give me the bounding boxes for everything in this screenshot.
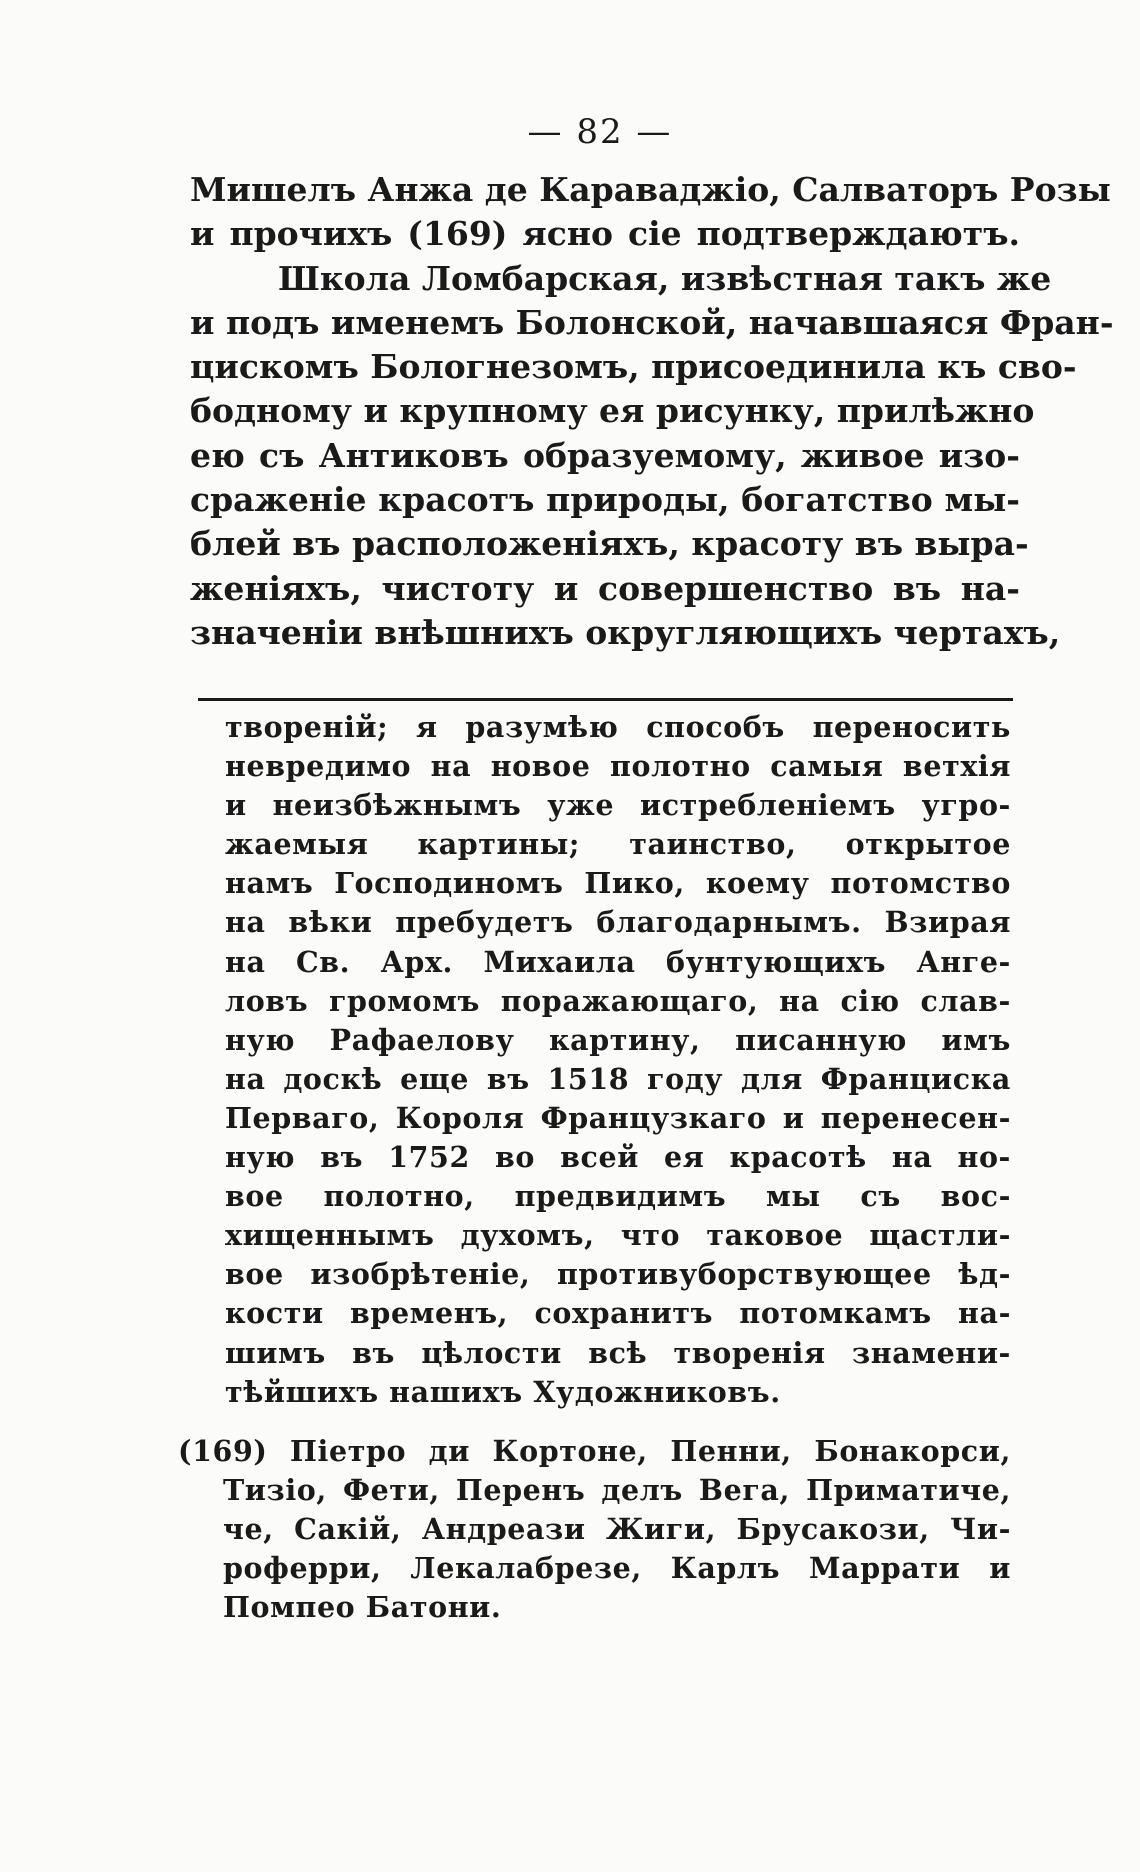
text-line: Школа Ломбарская, извѣстная такъ же (278, 258, 1052, 298)
footnote-line: (169) Піетро ди Кортоне, Пенни, Бонакорси, (178, 1434, 1011, 1468)
footnote-line: на вѣки пребудетъ благодарнымъ. Взирая (225, 905, 1011, 940)
footnote-continuation (225, 708, 1011, 1412)
footnote-line: ловъ громомъ поражающаго, на сію слав- (225, 983, 1011, 1018)
text-line: цискомъ Бологнезомъ, присоединила къ сво- (190, 347, 1077, 387)
text-line: женіяхъ, чистоту и совершенство въ на- (190, 568, 1020, 608)
footnote-line: невредимо на новое полотно самыя ветхія (225, 749, 1011, 784)
footnote-rule (198, 698, 1013, 701)
text-line: значеніи внѣшнихъ округляющихъ чертахъ, (190, 612, 1061, 652)
page-number: — 82 — (527, 112, 673, 152)
footnote-line: ную въ 1752 во всей ея красотѣ на но- (225, 1140, 1011, 1175)
footnote-line: жаемыя картины; таинство, открытое (225, 827, 1011, 862)
footnote-line: на Св. Арх. Михаила бунтующихъ Анге- (225, 944, 1011, 979)
footnote-line: твореній; я разумѣю способъ переносить (225, 710, 1011, 744)
footnote-line: Помпео Батони. (223, 1590, 502, 1624)
footnote-line: тѣйшихъ нашихъ Художниковъ. (225, 1374, 781, 1409)
footnote-line: вое полотно, предвидимъ мы съ вос- (225, 1179, 1011, 1214)
footnote-line: кости временъ, сохранитъ потомкамъ на- (225, 1296, 1011, 1331)
text-line: бодному и крупному ея рисунку, прилѣжно (190, 391, 1035, 431)
footnote-line: Тизіо, Фети, Перенъ делъ Вега, Приматиче, (223, 1473, 1011, 1507)
text-line: и подъ именемъ Болонской, начавшаяся Фран- (190, 302, 1114, 342)
footnote-line: хищеннымъ духомъ, что таковое щастли- (225, 1218, 1011, 1253)
footnote-line: на доскѣ еще въ 1518 году для Франциска (225, 1061, 1011, 1096)
footnote-line: вое изобрѣтеніе, противуборствующее ѣд- (225, 1257, 1011, 1292)
main-text (190, 168, 1114, 655)
text-line: ею съ Антиковъ образуемому, живое изо- (190, 435, 1020, 475)
text-line: и прочихъ (169) ясно сіе подтверждаютъ. (190, 214, 1020, 254)
footnote-line: и неизбѣжнымъ уже истребленіемъ угро- (225, 788, 1011, 823)
text-line: Мишелъ Анжа де Караваджіо, Салваторъ Розы (190, 170, 1111, 209)
footnote-line: шимъ въ цѣлости всѣ творенія знамени- (225, 1335, 1011, 1370)
footnote-line: роферри, Лекалабрезе, Карлъ Маррати и (223, 1551, 1011, 1585)
text-line: блей въ расположеніяхъ, красоту въ выра- (190, 524, 1029, 564)
footnote-line: че, Сакій, Андреази Жиги, Брусакози, Чи- (223, 1512, 1011, 1546)
footnote-169 (178, 1432, 1011, 1627)
footnote-line: Перваго, Короля Французкаго и перенесен- (225, 1100, 1011, 1135)
text-line: сраженіе красотъ природы, богатство мы- (190, 480, 1020, 520)
footnote-line: ную Рафаелову картину, писанную имъ (225, 1022, 1011, 1057)
footnote-line: намъ Господиномъ Пико, коему потомство (225, 866, 1011, 901)
